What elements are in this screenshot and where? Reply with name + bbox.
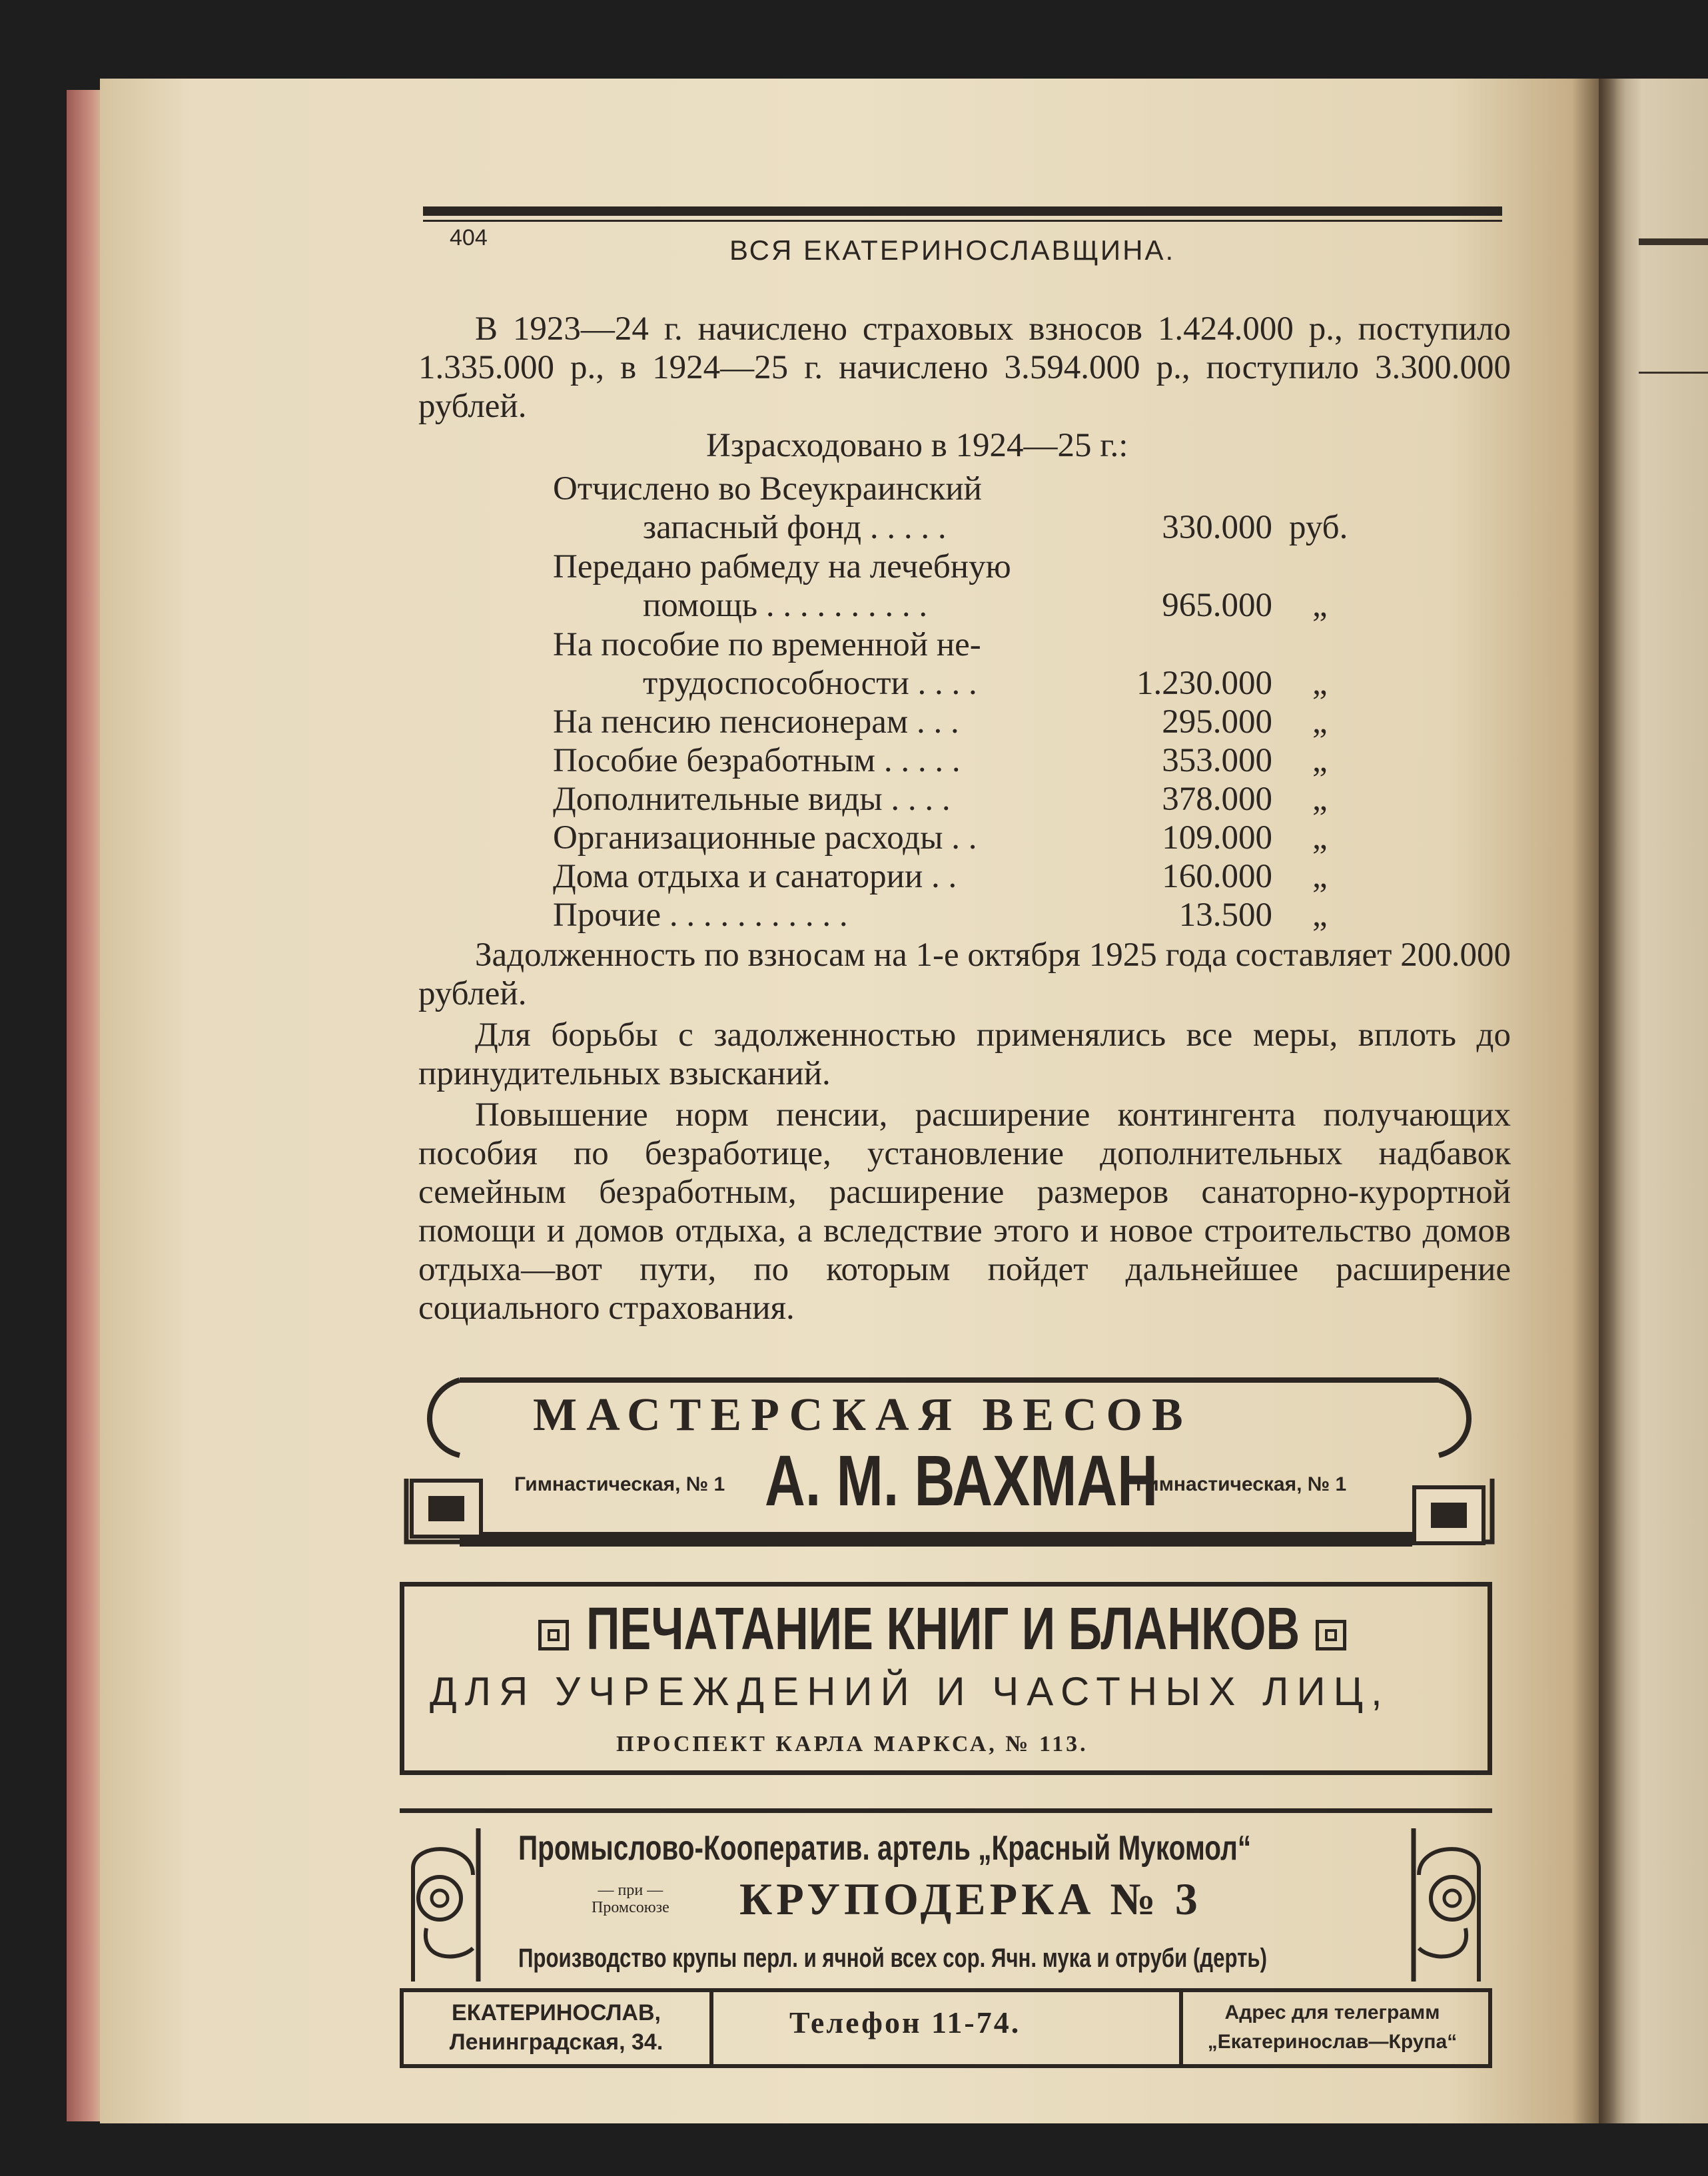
- expenditure-label: Прочие . . . . . . . . . . .: [553, 897, 848, 934]
- ad3-telegram-label: Адрес для телеграмм: [1224, 2001, 1440, 2023]
- expenditure-unit: „: [1312, 703, 1328, 741]
- expenditure-unit: „: [1312, 897, 1328, 934]
- book-spine-shadow: [1572, 79, 1625, 2123]
- ad2-subtitle: ДЛЯ УЧРЕЖДЕНИЙ И ЧАСТНЫХ ЛИЦ,: [430, 1669, 1390, 1714]
- expenditure-label: Организационные расходы . .: [553, 819, 977, 857]
- expenditure-label: На пенсию пенсионерам . . .: [553, 703, 959, 741]
- expenditure-unit: руб.: [1289, 509, 1348, 546]
- expenditure-amount: 109.000: [1162, 819, 1272, 857]
- outlook-paragraph: Повышение норм пенсии, расширение контингента получающих пособия по безработице, установление дополнительных надбавок семейным безработным, расширение размеров санаторно-курортной помощи и домов отдыха, а вследствие этого и новое строительство домов отдыха—вот пути, по которым пойдет дальнейшее расширение социального страхования.: [418, 1096, 1511, 1327]
- page-number: 404: [450, 225, 488, 250]
- header-rule: [423, 206, 1502, 216]
- expenditure-unit: „: [1312, 587, 1328, 624]
- ad3-promsoyuz: Промсоюзе: [592, 1899, 669, 1916]
- expenditure-amount: 330.000: [1162, 509, 1272, 546]
- ad3-pri-label: [592, 1882, 669, 1916]
- spent-heading: Израсходовано в 1924—25 г.:: [706, 427, 1128, 464]
- header-rule-thin: [423, 220, 1502, 222]
- ad3-phone: Телефон 11-74.: [789, 2005, 1021, 2039]
- intro-paragraph: В 1923—24 г. начислено страховых взносов 1.424.000 р., поступило 1.335.000 р., в 1924—25 г. начислено 3.594.000 р., поступило 3.300.000 рублей.: [418, 310, 1511, 425]
- ad3-products: Производство крупы перл. и ячной всех сор. Ячн. мука и отруби (дерть): [518, 1944, 1267, 1973]
- expenditure-amount: 1.230.000: [1136, 665, 1272, 702]
- debt-paragraph: Задолженность по взносам на 1-е октября 1925 года составляет 200.000 рублей.: [418, 936, 1511, 1012]
- expenditure-amount: 353.000: [1162, 742, 1272, 779]
- ad1-box-left: [410, 1479, 483, 1539]
- measures-paragraph: Для борьбы с задолженностью применялись все меры, вплоть до принудительных взысканий.: [418, 1016, 1511, 1092]
- ad2-address: ПРОСПЕКТ КАРЛА МАРКСА, № 113.: [616, 1732, 1088, 1756]
- expenditure-amount: 378.000: [1162, 781, 1272, 818]
- square-ornament-icon: [538, 1620, 569, 1650]
- expenditure-unit: „: [1312, 781, 1328, 818]
- ad1-owner-name: А. М. ВАХМАН: [765, 1440, 1158, 1521]
- ad3-telegram-address: „Екатеринослав—Крупа“: [1207, 2031, 1458, 2053]
- ad1-bar: [460, 1532, 1412, 1547]
- expenditure-label: запасный фонд . . . . .: [643, 509, 947, 546]
- expenditure-label: Пособие безработным . . . . .: [553, 742, 961, 779]
- ad3-divider: [709, 1988, 713, 2068]
- expenditure-label: трудоспособности . . . .: [643, 665, 977, 702]
- expenditure-label: Дома отдыха и санатории . .: [553, 858, 957, 895]
- expenditure-label: Дополнительные виды . . . .: [553, 781, 951, 818]
- expenditure-label-line1: Отчислено во Всеукраинский: [553, 470, 982, 508]
- ad3-artel-name: Промыслово-Кооператив. артель „Красный Мукомол“: [518, 1829, 1252, 1868]
- expenditure-label: помощь . . . . . . . . . .: [643, 587, 928, 624]
- ad3-street: Ленинградская, 34.: [449, 2029, 663, 2055]
- expenditure-unit: „: [1312, 858, 1328, 895]
- expenditure-amount: 13.500: [1178, 897, 1272, 934]
- ad1-address-right: Гимнастическая, № 1: [1136, 1473, 1347, 1495]
- ad1-box-right: [1412, 1485, 1486, 1545]
- expenditure-label-line1: На пособие по временной не-: [553, 626, 981, 663]
- ad3-city: ЕКАТЕРИНОСЛАВ,: [452, 2000, 661, 2025]
- ad1-address-left: Гимнастическая, № 1: [514, 1473, 725, 1495]
- square-ornament-icon: [1316, 1620, 1346, 1650]
- ad1-title: МАСТЕРСКАЯ ВЕСОВ: [533, 1389, 1192, 1441]
- ad3-pri: — при —: [598, 1882, 663, 1899]
- ad3-city-address: [410, 1998, 703, 2057]
- expenditure-amount: 295.000: [1162, 703, 1272, 741]
- ad3-mill-name: КРУПОДЕРКА № 3: [739, 1874, 1202, 1924]
- expenditure-unit: „: [1312, 819, 1328, 857]
- ad3-telegram: [1186, 1998, 1479, 2057]
- expenditure-amount: 160.000: [1162, 858, 1272, 895]
- expenditure-unit: „: [1312, 742, 1328, 779]
- expenditure-amount: 965.000: [1162, 587, 1272, 624]
- ad2-title: ПЕЧАТАНИЕ КНИГ И БЛАНКОВ: [586, 1596, 1300, 1662]
- expenditure-unit: „: [1312, 665, 1328, 702]
- expenditure-label-line1: Передано рабмеду на лечебную: [553, 548, 1011, 585]
- running-title: ВСЯ ЕКАТЕРИНОСЛАВЩИНА.: [729, 234, 1176, 266]
- ad3-divider: [1179, 1988, 1183, 2068]
